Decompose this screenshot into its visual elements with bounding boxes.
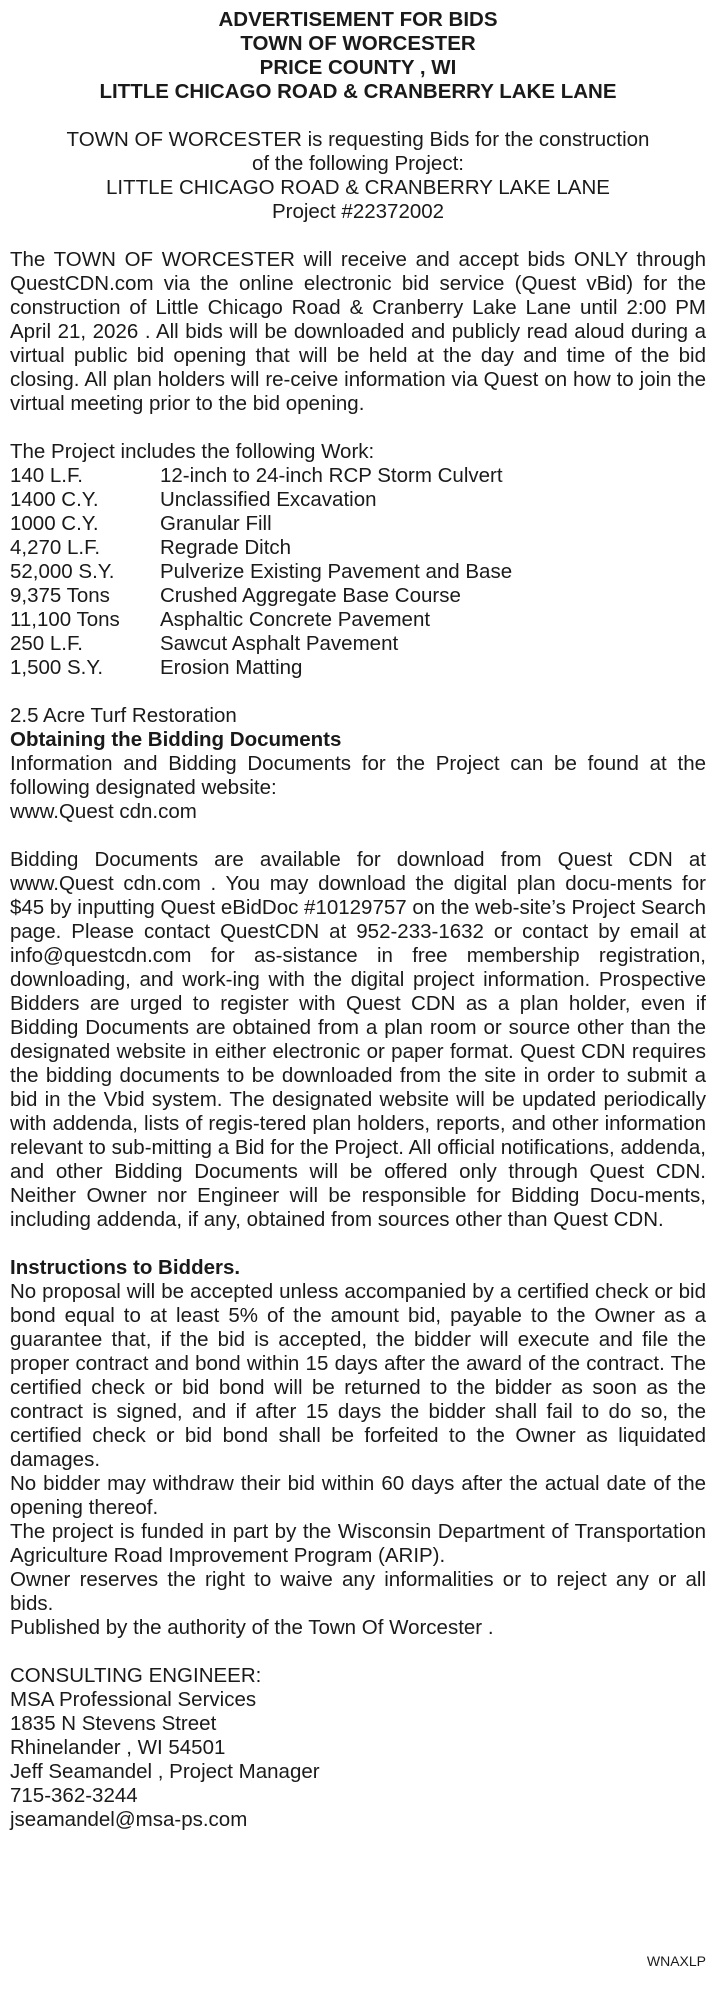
work-item-description: Asphaltic Concrete Pavement: [160, 608, 431, 631]
engineer-email: jseamandel@msa-ps.com: [10, 1808, 248, 1831]
work-item-description: 12-inch to 24-inch RCP Storm Culvert: [160, 464, 503, 487]
header-county: PRICE COUNTY , WI: [259, 56, 457, 79]
work-item-description: Unclassified Excavation: [160, 488, 377, 511]
engineer-phone: 715-362-3244: [10, 1784, 138, 1807]
work-item-quantity: 1400 C.Y.: [10, 488, 99, 511]
work-item-row: [10, 512, 706, 536]
intro-project-name: LITTLE CHICAGO ROAD & CRANBERRY LAKE LANE: [106, 176, 610, 199]
work-item-description: Pulverize Existing Pavement and Base: [160, 560, 513, 583]
bid-receipt-paragraph: The TOWN OF WORCESTER will receive and accept bids ONLY through QuestCDN.com via the online electronic bid service (Quest vBid) for the construction of Little Chicago Road & Cranberry Lake Lane until 2:00 PM April 21, 2026 . All bids will be downloaded and publicly read aloud during a virtual public bid opening that will be held at the day and time of the bid closing. All plan holders will re-ceive information via Quest on how to join the virtual meeting prior to the bid opening.: [10, 248, 706, 415]
work-item-quantity: 4,270 L.F.: [10, 536, 101, 559]
work-items-list: [10, 464, 706, 680]
obtaining-section: [10, 704, 706, 824]
header-project: LITTLE CHICAGO ROAD & CRANBERRY LAKE LANE: [99, 80, 617, 103]
engineer-contact: Jeff Seamandel , Project Manager: [10, 1760, 320, 1783]
instructions-bid-security: No proposal will be accepted unless accompanied by a certified check or bid bond equal to at least 5% of the amount bid, payable to the Owner as a guarantee that, if the bid is accepted, the bidder will execute and file the proper contract and bond within 15 days after the award of the contract. The certified check or bid bond will be returned to the bidder as soon as the contract is signed, and if after 15 days the bidder shall fail to do so, the certified check or bid bond shall be forfeited to the Owner as liquidated damages.: [10, 1280, 706, 1471]
intro-project-number: Project #22372002: [271, 200, 445, 223]
intro-line-2: of the following Project:: [252, 152, 464, 175]
work-item-description: Erosion Matting: [160, 656, 303, 679]
work-item-description: Crushed Aggregate Base Course: [160, 584, 461, 607]
work-intro: The Project includes the following Work:: [10, 440, 375, 463]
project-intro: [10, 128, 706, 224]
engineer-company: MSA Professional Services: [10, 1688, 257, 1711]
work-item-row: [10, 560, 706, 584]
work-item-quantity: 140 L.F.: [10, 464, 83, 487]
availability-paragraph: Bidding Documents are available for download from Quest CDN at www.Quest cdn.com . You may download the digital plan docu-ments for $45 by inputting Quest eBidDoc #10129757 on the web-site’s Project Search page. Please contact QuestCDN at 952-233-1632 or contact by email at info@questcdn.com for as-sistance in free membership registration, downloading, and work-ing with the digital project information. Prospective Bidders are urged to register with Quest CDN as a plan holder, even if Bidding Documents are obtained from a plan room or source other than the designated website in either electronic or paper format. Quest CDN requires the bidding documents to be downloaded from the site in order to submit a bid in the Vbid system. The designated website will be updated periodically with addenda, lists of regis-tered plan holders, reports, and other information relevant to sub-mitting a Bid for the Project. All official notifications, addenda, and other Bidding Documents will be offered only through Quest CDN. Neither Owner nor Engineer will be responsible for Bidding Docu-ments, including addenda, if any, obtained from sources other than Quest CDN.: [10, 848, 706, 1231]
work-item-row: [10, 536, 706, 560]
work-section: [10, 440, 706, 680]
work-item-quantity: 1,500 S.Y.: [10, 656, 104, 679]
work-item-quantity: 1000 C.Y.: [10, 512, 99, 535]
work-item-row: [10, 608, 706, 632]
work-item-quantity: 250 L.F.: [10, 632, 83, 655]
work-item-row: [10, 584, 706, 608]
work-item-quantity: 11,100 Tons: [10, 608, 120, 631]
work-item-description: Regrade Ditch: [160, 536, 292, 559]
header-title: ADVERTISEMENT FOR BIDS: [218, 8, 498, 31]
engineer-street: 1835 N Stevens Street: [10, 1712, 217, 1735]
work-item-description: Granular Fill: [160, 512, 272, 535]
turf-restoration-item: 2.5 Acre Turf Restoration: [10, 704, 237, 727]
engineer-section: [10, 1664, 706, 1832]
work-item-row: [10, 488, 706, 512]
instructions-owner-rights: Owner reserves the right to waive any informalities or to reject any or all bids.: [10, 1568, 706, 1615]
publication-code: WNAXLP: [646, 1953, 706, 1969]
instructions-heading: Instructions to Bidders.: [10, 1256, 241, 1279]
instructions-published-by: Published by the authority of the Town Of Worcester .: [10, 1616, 494, 1639]
work-item-quantity: 52,000 S.Y.: [10, 560, 115, 583]
work-item-row: [10, 632, 706, 656]
header-town: TOWN OF WORCESTER: [240, 32, 476, 55]
work-item-description: Sawcut Asphalt Pavement: [160, 632, 399, 655]
advertisement-header: [10, 8, 706, 104]
obtaining-heading: Obtaining the Bidding Documents: [10, 728, 342, 751]
work-item-row: [10, 656, 706, 680]
engineer-heading: CONSULTING ENGINEER:: [10, 1664, 262, 1687]
instructions-funding: The project is funded in part by the Wisconsin Department of Transportation Agriculture Road Improvement Program (ARIP).: [10, 1520, 706, 1567]
intro-line-1: TOWN OF WORCESTER is requesting Bids for the construction: [66, 128, 650, 151]
instructions-section: [10, 1256, 706, 1640]
work-item-row: [10, 464, 706, 488]
website-text: www.Quest cdn.com: [10, 800, 197, 823]
engineer-city: Rhinelander , WI 54501: [10, 1736, 226, 1759]
instructions-withdrawal: No bidder may withdraw their bid within 60 days after the actual date of the opening thereof.: [10, 1472, 706, 1519]
obtaining-text: Information and Bidding Documents for the Project can be found at the following designated website:: [10, 752, 706, 799]
work-item-quantity: 9,375 Tons: [10, 584, 110, 607]
